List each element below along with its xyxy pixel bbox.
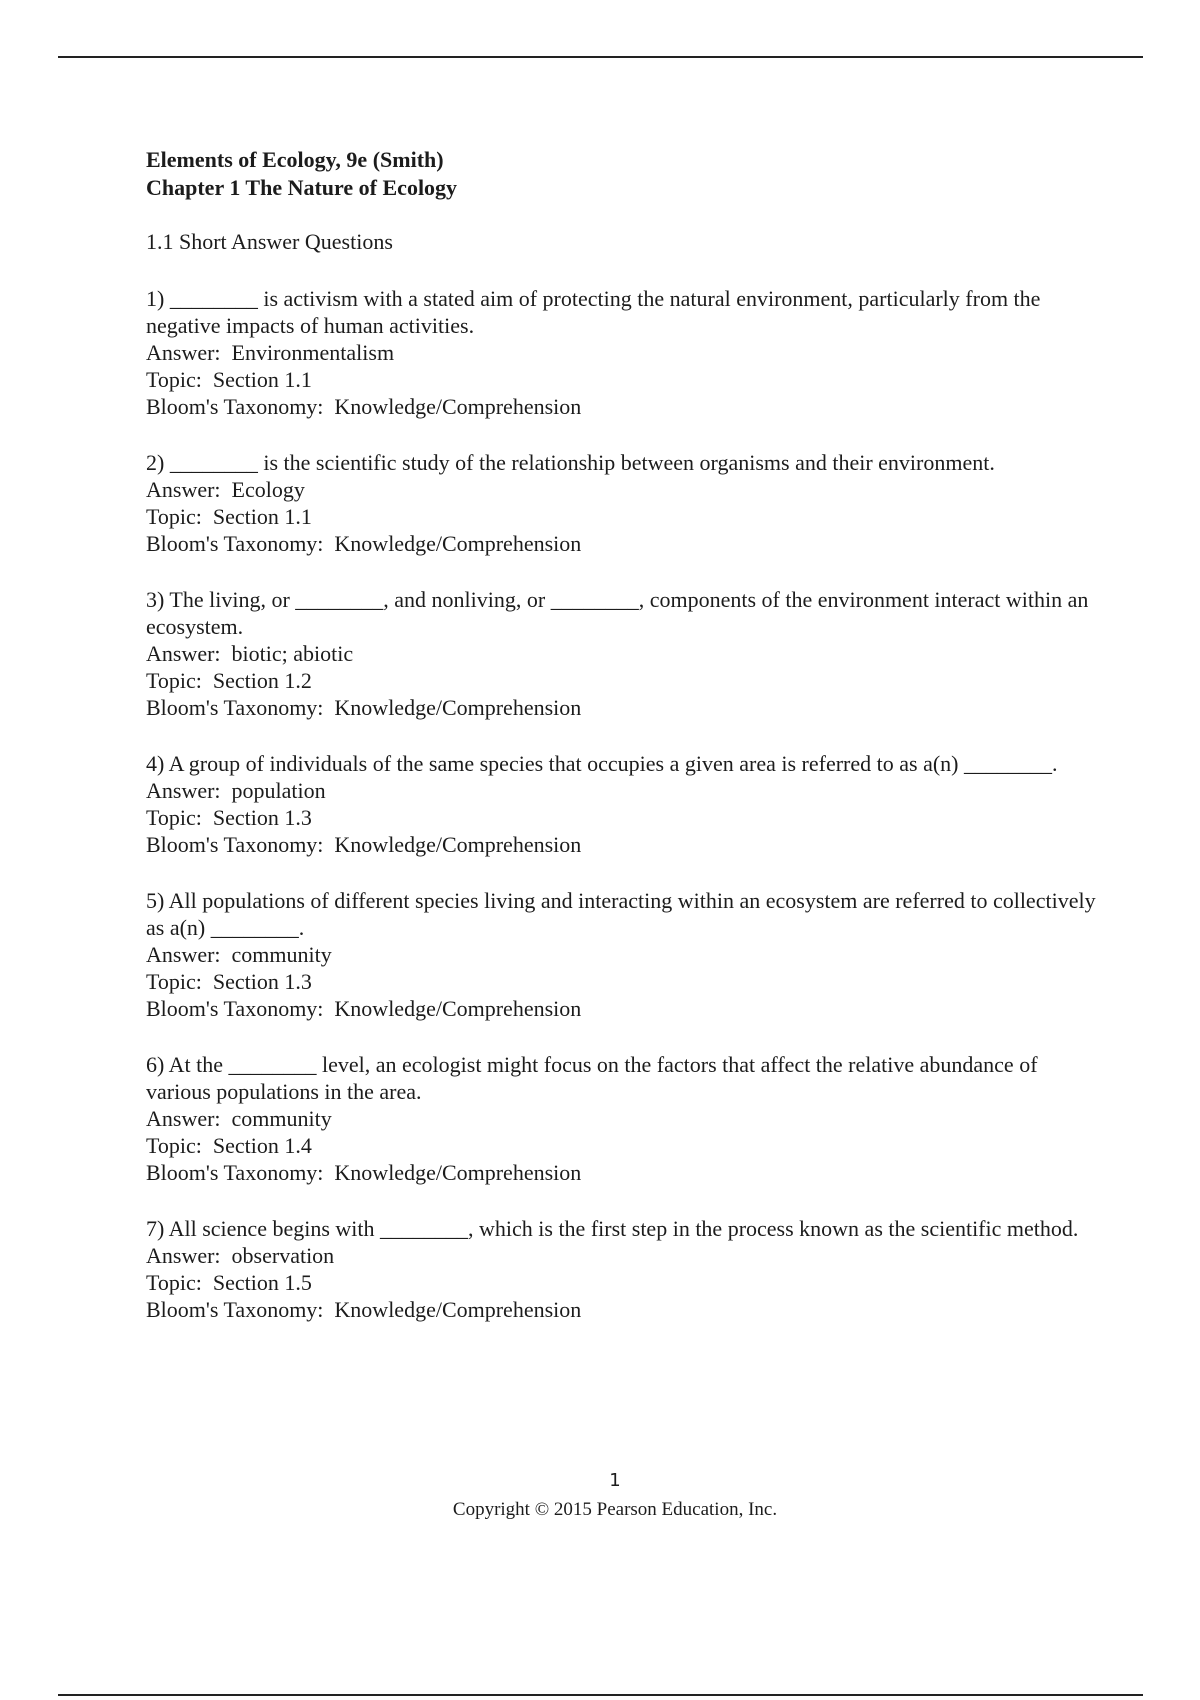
copyright-notice: Copyright © 2015 Pearson Education, Inc.: [452, 1499, 778, 1520]
answer-line: Answer: observation: [146, 1243, 335, 1268]
question-5: [146, 887, 1106, 1022]
bloom-line: Bloom's Taxonomy: Knowledge/Comprehension: [146, 394, 582, 419]
question-text: 4) A group of individuals of the same species that occupies a given area is referred to as a(n) ________.: [146, 751, 1058, 776]
topic-line: Topic: Section 1.1: [146, 367, 312, 392]
answer-line: Answer: Environmentalism: [146, 340, 395, 365]
question-7: [146, 1215, 1106, 1323]
answer-line: Answer: community: [146, 942, 332, 967]
question-4: [146, 750, 1106, 858]
topic-line: Topic: Section 1.1: [146, 504, 312, 529]
answer-line: Answer: Ecology: [146, 477, 305, 502]
topic-line: Topic: Section 1.2: [146, 668, 312, 693]
topic-line: Topic: Section 1.4: [146, 1133, 312, 1158]
question-text: 3) The living, or ________, and nonliving, or ________, components of the environment interact within an ecosystem.: [146, 587, 1094, 639]
question-text: 7) All science begins with ________, which is the first step in the process known as the scientific method.: [146, 1216, 1079, 1241]
topic-line: Topic: Section 1.5: [146, 1270, 312, 1295]
question-text: 2) ________ is the scientific study of the relationship between organisms and their environment.: [146, 450, 995, 475]
topic-line: Topic: Section 1.3: [146, 805, 312, 830]
chapter-title: Chapter 1 The Nature of Ecology: [146, 175, 458, 200]
question-1: [146, 285, 1106, 420]
question-text: 1) ________ is activism with a stated aim of protecting the natural environment, particularly from the negative impacts of human activities.: [146, 286, 1046, 338]
question-3: [146, 586, 1106, 721]
bloom-line: Bloom's Taxonomy: Knowledge/Comprehension: [146, 832, 582, 857]
question-text: 6) At the ________ level, an ecologist might focus on the factors that affect the relative abundance of various populations in the area.: [146, 1052, 1044, 1104]
bloom-line: Bloom's Taxonomy: Knowledge/Comprehension: [146, 531, 582, 556]
answer-line: Answer: biotic; abiotic: [146, 641, 354, 666]
question-6: [146, 1051, 1106, 1186]
bloom-line: Bloom's Taxonomy: Knowledge/Comprehension: [146, 996, 582, 1021]
document-body: [146, 146, 1106, 1323]
question-text: 5) All populations of different species living and interacting within an ecosystem are referred to collectively as a(n) ________.: [146, 888, 1102, 940]
book-title: Elements of Ecology, 9e (Smith): [146, 147, 444, 172]
section-heading: 1.1 Short Answer Questions: [146, 229, 393, 254]
topic-line: Topic: Section 1.3: [146, 969, 312, 994]
bottom-rule: [58, 1694, 1143, 1696]
bloom-line: Bloom's Taxonomy: Knowledge/Comprehension: [146, 695, 582, 720]
bloom-line: Bloom's Taxonomy: Knowledge/Comprehension: [146, 1160, 582, 1185]
top-rule: [58, 56, 1143, 58]
answer-line: Answer: community: [146, 1106, 332, 1131]
question-2: [146, 449, 1106, 557]
answer-line: Answer: population: [146, 778, 326, 803]
bloom-line: Bloom's Taxonomy: Knowledge/Comprehension: [146, 1297, 582, 1322]
page-number: 1: [609, 1470, 621, 1491]
